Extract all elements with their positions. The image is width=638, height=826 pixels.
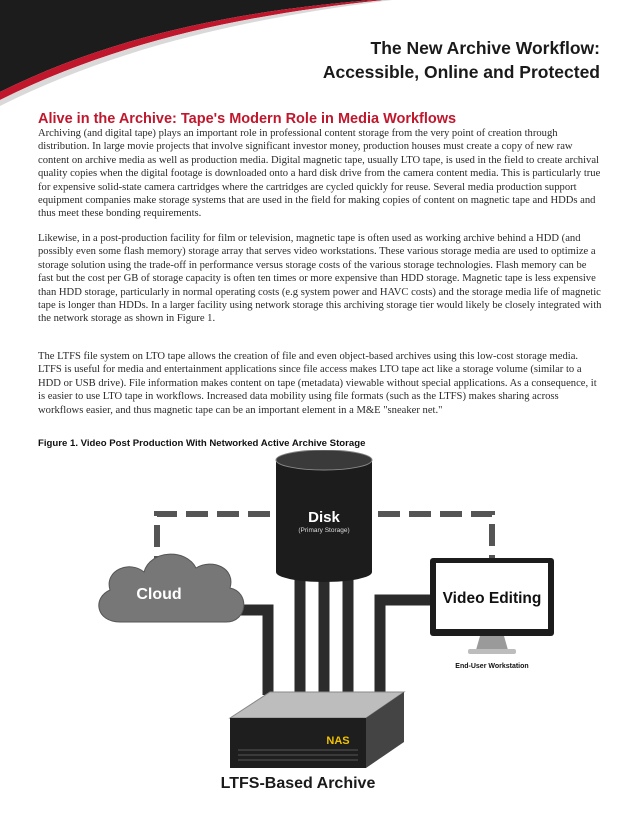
cloud-shape [99,554,244,622]
title-line-1: The New Archive Workflow: [370,38,600,58]
cloud-label: Cloud [136,586,182,603]
section-heading: Alive in the Archive: Tape's Modern Role in Media Workflows [38,111,457,127]
paragraph-1: Archiving (and digital tape) plays an important role in professional content storage from the very point of creation through distribution. In large movie projects that involve significant investor money, production houses must create a copy of new raw content on archive media as well as production media. Digital magnetic tape, usually LTO tape, is used in the field to create archival quality copies when the digital footage is downloaded onto a hard disk drive from the camera content media. This is particularly true for expensive solid-state camera cartridges where the cartridges are cycled quickly for reuse. Several media production support equipment companies make storage systems that are used in the field for making copies of content on magnetic tape and HDDs and thus meet these bonding requirements. [38,128,601,220]
workflow-diagram [0,450,638,826]
title-line-2: Accessible, Online and Protected [322,62,600,82]
monitor-workstation [430,558,554,670]
disk-sublabel: (Primary Storage) [298,527,350,534]
video-editing-label: Video Editing [442,590,542,607]
nas-box [230,692,404,768]
archive-label: LTFS-Based Archive [220,775,376,792]
paragraph-2: Likewise, in a post-production facility for film or television, magnetic tape is often used as working archive behind a HDD (and possibly even some flash memory) storage array that serves video workstations. These various storage media are used to optimize a storage solution using the trade-off in performance versus storage costs of the various storage technologies. Flash memory can be fast but the cost per GB of storage capacity is often ten times or more expensive than HDD storage. Magnetic tape is less expensive than HDD storage, particularly in normal operating costs (e.g system power and HAVC costs) and the storage media life of magnetic tape is longer than HDDs. In a larger facility using network storage this archiving storage tier would likely be closely integrated with the network storage as shown in Figure 1. [38,233,602,325]
workstation-label: End-User Workstation [455,663,529,670]
paragraph-3: The LTFS file system on LTO tape allows the creation of file and even object-based archives using this low-cost storage media. LTFS is useful for media and entertainment applications since file access makes LTO tape act like a storage volume (similar to a HDD or USB drive). File information makes content on tape (metadata) viewable without special applications. As a consequence, it is easier to use LTO tape in workflows. Increased data mobility using file formats (such as the LTFS) makes sharing across workflows easier, and thus magnetic tape can be an important element in a M&E "sneaker net." [38,351,597,416]
nas-label: NAS [326,735,350,747]
disk-label: Disk [308,509,340,526]
disk-cylinder [276,450,372,582]
page-title [323,36,600,84]
figure-caption: Figure 1. Video Post Production With Networked Active Archive Storage [38,438,366,449]
